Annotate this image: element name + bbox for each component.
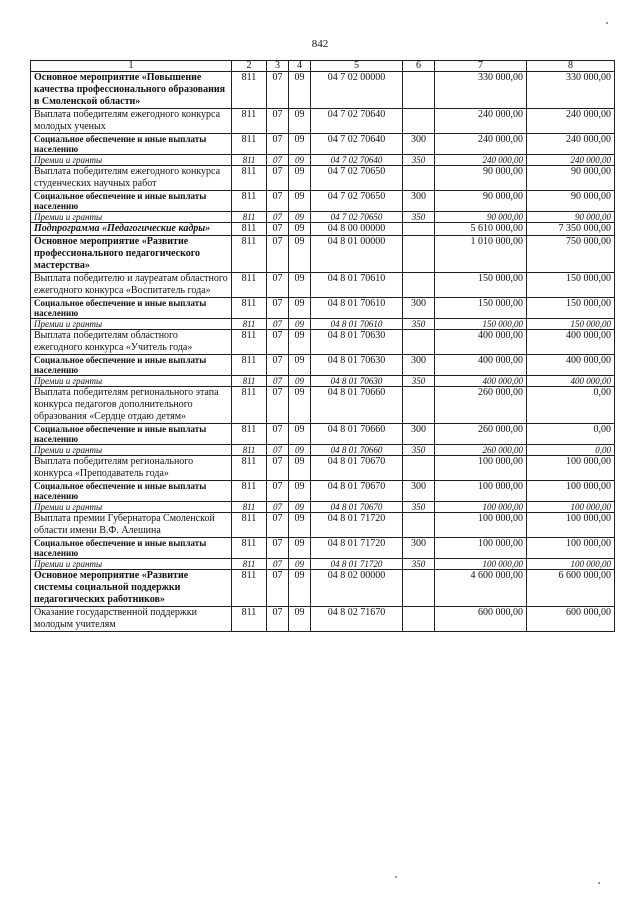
row-name: Выплата победителям ежегодного конкурса студенческих научных работ <box>31 166 232 191</box>
header-row <box>31 61 615 72</box>
cell-subsection: 09 <box>289 355 311 376</box>
cell-expense-type <box>403 330 435 355</box>
cell-expense-type: 350 <box>403 155 435 166</box>
cell-target-article: 04 8 01 71720 <box>311 559 403 570</box>
cell-amount-2: 400 000,00 <box>527 355 615 376</box>
cell-target-article: 04 8 01 70610 <box>311 319 403 330</box>
cell-ministry: 811 <box>232 155 267 166</box>
table-row <box>31 109 615 134</box>
cell-target-article: 04 8 01 71720 <box>311 513 403 538</box>
cell-target-article: 04 8 01 70670 <box>311 502 403 513</box>
cell-amount-2: 150 000,00 <box>527 319 615 330</box>
cell-amount-1: 260 000,00 <box>435 387 527 424</box>
cell-target-article: 04 8 01 70630 <box>311 355 403 376</box>
cell-subsection: 09 <box>289 155 311 166</box>
row-name: Премии и гранты <box>31 559 232 570</box>
cell-section: 07 <box>267 481 289 502</box>
cell-section: 07 <box>267 134 289 155</box>
cell-subsection: 09 <box>289 456 311 481</box>
cell-target-article: 04 7 02 00000 <box>311 72 403 109</box>
cell-section: 07 <box>267 72 289 109</box>
column-header: 4 <box>289 61 311 72</box>
row-name: Социальное обеспечение и иные выплаты населению <box>31 355 232 376</box>
table-row <box>31 166 615 191</box>
cell-amount-1: 100 000,00 <box>435 513 527 538</box>
cell-amount-1: 90 000,00 <box>435 191 527 212</box>
cell-section: 07 <box>267 538 289 559</box>
cell-section: 07 <box>267 607 289 632</box>
cell-amount-2: 330 000,00 <box>527 72 615 109</box>
cell-subsection: 09 <box>289 376 311 387</box>
cell-section: 07 <box>267 502 289 513</box>
cell-subsection: 09 <box>289 538 311 559</box>
table-row <box>31 236 615 273</box>
cell-amount-2: 90 000,00 <box>527 212 615 223</box>
table-row <box>31 502 615 513</box>
table-row <box>31 607 615 632</box>
row-name: Выплата победителям регионального конкурса «Преподаватель года» <box>31 456 232 481</box>
cell-amount-1: 90 000,00 <box>435 212 527 223</box>
cell-target-article: 04 8 01 70670 <box>311 481 403 502</box>
cell-expense-type: 350 <box>403 319 435 330</box>
cell-amount-1: 150 000,00 <box>435 273 527 298</box>
cell-section: 07 <box>267 223 289 236</box>
cell-expense-type <box>403 387 435 424</box>
cell-expense-type <box>403 570 435 607</box>
cell-subsection: 09 <box>289 502 311 513</box>
table-row <box>31 481 615 502</box>
cell-subsection: 09 <box>289 212 311 223</box>
scan-dot <box>606 22 608 24</box>
scan-dot <box>598 882 600 884</box>
cell-subsection: 09 <box>289 134 311 155</box>
cell-subsection: 09 <box>289 236 311 273</box>
cell-amount-2: 100 000,00 <box>527 559 615 570</box>
cell-section: 07 <box>267 513 289 538</box>
cell-amount-2: 6 600 000,00 <box>527 570 615 607</box>
cell-target-article: 04 8 01 70630 <box>311 376 403 387</box>
cell-target-article: 04 8 01 70660 <box>311 424 403 445</box>
cell-amount-1: 400 000,00 <box>435 376 527 387</box>
cell-target-article: 04 8 00 00000 <box>311 223 403 236</box>
cell-target-article: 04 7 02 70650 <box>311 212 403 223</box>
column-header: 7 <box>435 61 527 72</box>
cell-amount-2: 240 000,00 <box>527 134 615 155</box>
column-header: 3 <box>267 61 289 72</box>
row-name: Выплата победителям регионального этапа конкурса педагогов дополнительного образования «Сердце отдаю детям» <box>31 387 232 424</box>
cell-ministry: 811 <box>232 481 267 502</box>
cell-ministry: 811 <box>232 387 267 424</box>
cell-amount-1: 400 000,00 <box>435 330 527 355</box>
row-name: Премии и гранты <box>31 445 232 456</box>
cell-ministry: 811 <box>232 236 267 273</box>
row-name: Премии и гранты <box>31 319 232 330</box>
cell-section: 07 <box>267 330 289 355</box>
cell-amount-2: 100 000,00 <box>527 538 615 559</box>
cell-subsection: 09 <box>289 570 311 607</box>
budget-table <box>30 60 615 632</box>
row-name: Основное мероприятие «Развитие системы социальной поддержки педагогических работников» <box>31 570 232 607</box>
table-row <box>31 538 615 559</box>
cell-expense-type: 300 <box>403 424 435 445</box>
cell-ministry: 811 <box>232 191 267 212</box>
cell-ministry: 811 <box>232 513 267 538</box>
cell-ministry: 811 <box>232 502 267 513</box>
cell-section: 07 <box>267 166 289 191</box>
row-name: Социальное обеспечение и иные выплаты населению <box>31 424 232 445</box>
row-name: Выплата победителям ежегодного конкурса молодых ученых <box>31 109 232 134</box>
cell-amount-2: 100 000,00 <box>527 513 615 538</box>
cell-expense-type <box>403 166 435 191</box>
cell-amount-2: 150 000,00 <box>527 273 615 298</box>
cell-target-article: 04 8 01 71720 <box>311 538 403 559</box>
table-row <box>31 376 615 387</box>
cell-expense-type: 350 <box>403 502 435 513</box>
cell-ministry: 811 <box>232 72 267 109</box>
cell-section: 07 <box>267 355 289 376</box>
cell-expense-type: 300 <box>403 355 435 376</box>
cell-amount-2: 0,00 <box>527 445 615 456</box>
cell-ministry: 811 <box>232 212 267 223</box>
cell-subsection: 09 <box>289 109 311 134</box>
cell-amount-2: 600 000,00 <box>527 607 615 632</box>
cell-target-article: 04 8 01 70660 <box>311 387 403 424</box>
row-name: Выплата победителю и лауреатам областного ежегодного конкурса «Воспитатель года» <box>31 273 232 298</box>
cell-amount-2: 90 000,00 <box>527 166 615 191</box>
page-number: 842 <box>311 38 329 50</box>
cell-ministry: 811 <box>232 538 267 559</box>
row-name: Выплата победителям областного ежегодного конкурса «Учитель года» <box>31 330 232 355</box>
table-row <box>31 513 615 538</box>
cell-ministry: 811 <box>232 109 267 134</box>
cell-ministry: 811 <box>232 456 267 481</box>
cell-ministry: 811 <box>232 330 267 355</box>
cell-amount-1: 100 000,00 <box>435 456 527 481</box>
cell-expense-type: 300 <box>403 298 435 319</box>
cell-ministry: 811 <box>232 134 267 155</box>
cell-ministry: 811 <box>232 273 267 298</box>
cell-section: 07 <box>267 559 289 570</box>
cell-subsection: 09 <box>289 319 311 330</box>
cell-section: 07 <box>267 109 289 134</box>
cell-amount-1: 5 610 000,00 <box>435 223 527 236</box>
row-name: Оказание государственной поддержки молодым учителям <box>31 607 232 632</box>
cell-amount-2: 400 000,00 <box>527 376 615 387</box>
cell-target-article: 04 8 01 70630 <box>311 330 403 355</box>
cell-amount-1: 90 000,00 <box>435 166 527 191</box>
column-header: 2 <box>232 61 267 72</box>
cell-amount-2: 400 000,00 <box>527 330 615 355</box>
table-row <box>31 570 615 607</box>
cell-subsection: 09 <box>289 298 311 319</box>
cell-ministry: 811 <box>232 570 267 607</box>
cell-section: 07 <box>267 456 289 481</box>
row-name: Премии и гранты <box>31 376 232 387</box>
cell-section: 07 <box>267 319 289 330</box>
cell-expense-type: 350 <box>403 376 435 387</box>
cell-amount-1: 600 000,00 <box>435 607 527 632</box>
cell-target-article: 04 7 02 70640 <box>311 155 403 166</box>
row-name: Социальное обеспечение и иные выплаты населению <box>31 538 232 559</box>
cell-subsection: 09 <box>289 445 311 456</box>
cell-ministry: 811 <box>232 424 267 445</box>
cell-amount-2: 0,00 <box>527 424 615 445</box>
cell-expense-type <box>403 223 435 236</box>
scan-dot <box>395 876 397 878</box>
cell-subsection: 09 <box>289 387 311 424</box>
cell-target-article: 04 8 01 00000 <box>311 236 403 273</box>
table-row <box>31 155 615 166</box>
cell-ministry: 811 <box>232 559 267 570</box>
cell-expense-type: 300 <box>403 134 435 155</box>
table-row <box>31 223 615 236</box>
table-row <box>31 456 615 481</box>
cell-ministry: 811 <box>232 355 267 376</box>
cell-amount-2: 750 000,00 <box>527 236 615 273</box>
cell-amount-1: 1 010 000,00 <box>435 236 527 273</box>
column-header: 6 <box>403 61 435 72</box>
cell-subsection: 09 <box>289 72 311 109</box>
cell-section: 07 <box>267 387 289 424</box>
table-row <box>31 330 615 355</box>
cell-subsection: 09 <box>289 481 311 502</box>
cell-target-article: 04 8 01 70610 <box>311 298 403 319</box>
cell-amount-1: 100 000,00 <box>435 538 527 559</box>
cell-amount-1: 150 000,00 <box>435 298 527 319</box>
table-row <box>31 445 615 456</box>
cell-subsection: 09 <box>289 559 311 570</box>
cell-amount-1: 240 000,00 <box>435 134 527 155</box>
cell-subsection: 09 <box>289 607 311 632</box>
cell-subsection: 09 <box>289 191 311 212</box>
cell-amount-1: 100 000,00 <box>435 559 527 570</box>
column-header: 8 <box>527 61 615 72</box>
cell-ministry: 811 <box>232 445 267 456</box>
table-row <box>31 212 615 223</box>
row-name: Социальное обеспечение и иные выплаты населению <box>31 298 232 319</box>
cell-subsection: 09 <box>289 166 311 191</box>
row-name: Социальное обеспечение и иные выплаты населению <box>31 134 232 155</box>
row-name: Выплата премии Губернатора Смоленской области имени В.Ф. Алешина <box>31 513 232 538</box>
cell-section: 07 <box>267 570 289 607</box>
cell-amount-1: 150 000,00 <box>435 319 527 330</box>
cell-ministry: 811 <box>232 223 267 236</box>
cell-section: 07 <box>267 155 289 166</box>
cell-expense-type: 300 <box>403 538 435 559</box>
cell-target-article: 04 8 01 70610 <box>311 273 403 298</box>
cell-target-article: 04 7 02 70640 <box>311 134 403 155</box>
cell-subsection: 09 <box>289 223 311 236</box>
row-name: Подпрограмма «Педагогические кадры» <box>31 223 232 236</box>
row-name: Основное мероприятие «Развитие профессионального педагогического мастерства» <box>31 236 232 273</box>
row-name: Премии и гранты <box>31 502 232 513</box>
cell-expense-type: 350 <box>403 445 435 456</box>
row-name: Премии и гранты <box>31 155 232 166</box>
cell-amount-1: 330 000,00 <box>435 72 527 109</box>
cell-expense-type <box>403 273 435 298</box>
cell-amount-1: 260 000,00 <box>435 424 527 445</box>
table-row <box>31 355 615 376</box>
cell-expense-type <box>403 72 435 109</box>
column-header: 1 <box>31 61 232 72</box>
row-name: Социальное обеспечение и иные выплаты населению <box>31 481 232 502</box>
cell-amount-1: 100 000,00 <box>435 502 527 513</box>
cell-amount-2: 0,00 <box>527 387 615 424</box>
cell-section: 07 <box>267 298 289 319</box>
cell-target-article: 04 7 02 70650 <box>311 191 403 212</box>
cell-section: 07 <box>267 376 289 387</box>
row-name: Основное мероприятие «Повышение качества профессионального образования в Смоленской области» <box>31 72 232 109</box>
cell-target-article: 04 7 02 70650 <box>311 166 403 191</box>
cell-ministry: 811 <box>232 166 267 191</box>
cell-target-article: 04 8 02 00000 <box>311 570 403 607</box>
cell-subsection: 09 <box>289 424 311 445</box>
cell-amount-1: 260 000,00 <box>435 445 527 456</box>
cell-section: 07 <box>267 424 289 445</box>
table-row <box>31 273 615 298</box>
table-row <box>31 387 615 424</box>
cell-amount-2: 100 000,00 <box>527 456 615 481</box>
cell-expense-type: 300 <box>403 481 435 502</box>
cell-amount-2: 90 000,00 <box>527 191 615 212</box>
cell-expense-type <box>403 456 435 481</box>
cell-expense-type <box>403 607 435 632</box>
table-row <box>31 134 615 155</box>
table-row <box>31 424 615 445</box>
cell-subsection: 09 <box>289 330 311 355</box>
cell-target-article: 04 8 01 70660 <box>311 445 403 456</box>
cell-amount-2: 150 000,00 <box>527 298 615 319</box>
cell-expense-type: 350 <box>403 212 435 223</box>
cell-amount-2: 240 000,00 <box>527 155 615 166</box>
cell-amount-1: 4 600 000,00 <box>435 570 527 607</box>
cell-amount-2: 7 350 000,00 <box>527 223 615 236</box>
cell-expense-type <box>403 109 435 134</box>
table-row <box>31 298 615 319</box>
cell-amount-1: 240 000,00 <box>435 109 527 134</box>
column-header: 5 <box>311 61 403 72</box>
table-row <box>31 191 615 212</box>
cell-amount-2: 100 000,00 <box>527 502 615 513</box>
cell-ministry: 811 <box>232 607 267 632</box>
cell-amount-1: 240 000,00 <box>435 155 527 166</box>
cell-amount-2: 100 000,00 <box>527 481 615 502</box>
cell-section: 07 <box>267 191 289 212</box>
cell-amount-2: 240 000,00 <box>527 109 615 134</box>
cell-target-article: 04 8 01 70670 <box>311 456 403 481</box>
cell-amount-1: 100 000,00 <box>435 481 527 502</box>
table-row <box>31 559 615 570</box>
cell-subsection: 09 <box>289 513 311 538</box>
table-row <box>31 72 615 109</box>
cell-expense-type <box>403 236 435 273</box>
row-name: Социальное обеспечение и иные выплаты населению <box>31 191 232 212</box>
cell-subsection: 09 <box>289 273 311 298</box>
table-row <box>31 319 615 330</box>
row-name: Премии и гранты <box>31 212 232 223</box>
cell-expense-type <box>403 513 435 538</box>
cell-expense-type: 350 <box>403 559 435 570</box>
cell-section: 07 <box>267 273 289 298</box>
cell-ministry: 811 <box>232 298 267 319</box>
cell-section: 07 <box>267 212 289 223</box>
cell-ministry: 811 <box>232 319 267 330</box>
cell-expense-type: 300 <box>403 191 435 212</box>
cell-section: 07 <box>267 445 289 456</box>
cell-section: 07 <box>267 236 289 273</box>
cell-amount-1: 400 000,00 <box>435 355 527 376</box>
cell-target-article: 04 7 02 70640 <box>311 109 403 134</box>
cell-ministry: 811 <box>232 376 267 387</box>
cell-target-article: 04 8 02 71670 <box>311 607 403 632</box>
